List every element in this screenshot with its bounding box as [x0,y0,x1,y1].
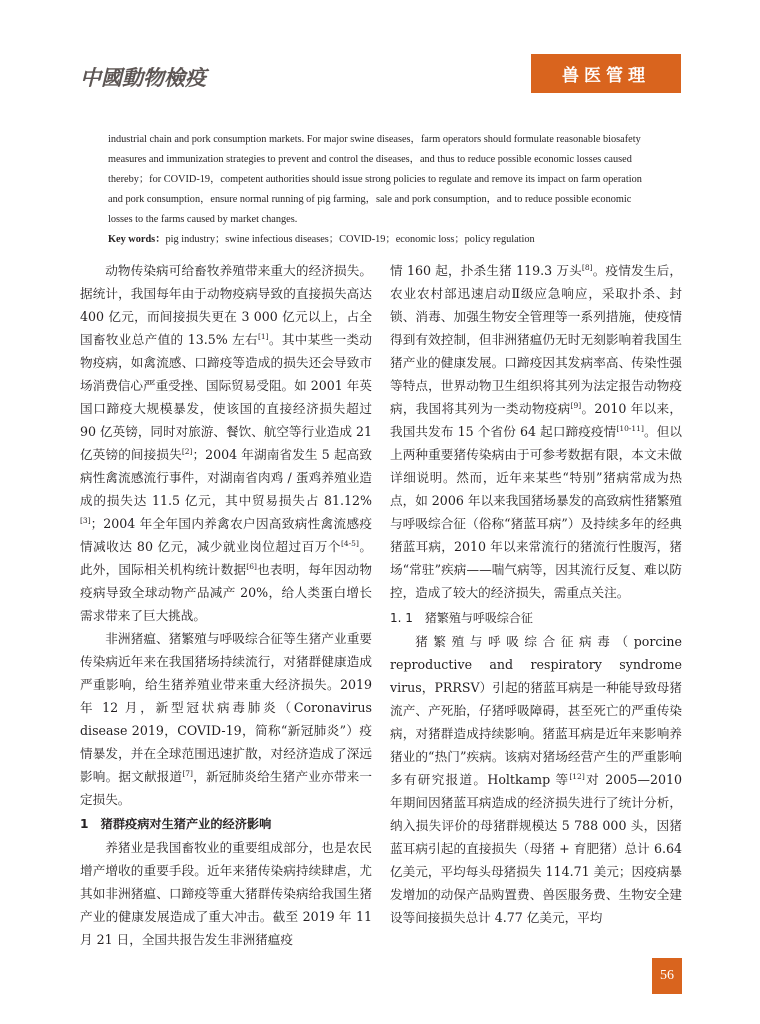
paragraph: 养猪业是我国畜牧业的重要组成部分，也是农民增产增收的重要手段。近年来猪传染病持续肆虐，尤其如非洲猪瘟、口蹄疫等重大猪群传染病给我国生猪产业的健康发展造成了重大冲击。截至 2019 年 11 月 21 日，全国共报告发生非洲猪瘟疫 [80,840,372,947]
text-run: 非洲猪瘟、猪繁殖与呼吸综合征等生猪产业重要传染病近年来在我国猪场持续流行，对猪群健康造成严重影响，给生猪养殖业带来重大经济损失。2019 年 12 月，新型冠状病毒肺炎（Coronavirus disease 2019，COVID-19，简称“新冠肺炎”）疫情暴发，并在全球范围迅速扩散，对经济造成了深远影响。据文献报道 [80,631,372,784]
citation: [2] [181,447,193,456]
citation: [6] [246,562,257,571]
left-column [80,259,372,951]
citation: [3] [80,516,91,525]
section-label: 兽医管理 [562,66,650,86]
keywords [108,230,656,250]
page-number [652,958,682,994]
text-run: 对 2005—2010 年期间因猪蓝耳病造成的经济损失进行了统计分析，纳入损失评价的母猪群规模达 5 788 000 头，因猪蓝耳病引起的直接损失（母猪 + 育肥猪）总计 6.64 亿美元，平均每头母猪损失 114.71 美元；因疫病暴发增加的动保产品购置费、兽医服务费、生物安全建设等间接损失总计 4.77 亿美元，平均 [390,772,682,925]
citation: [12] [569,772,585,781]
keywords-label: Key words： [108,234,166,245]
abstract [108,130,656,250]
section-tab [531,54,681,93]
section-heading: 1 猪群疫病对生猪产业的经济影响 [80,817,272,831]
citation: [9] [570,401,582,410]
paragraph [390,630,682,929]
text-run: 。疫情发生后，农业农村部迅速启动Ⅱ级应急响应，采取扑杀、封锁、消毒、加强生物安全管理等一系列措施，使疫情得到有效控制，但非洲猪瘟仍无时无刻影响着我国生猪产业的健康发展。口蹄疫因其发病率高、传染性强等特点，世界动物卫生组织将其列为法定报告动物疫病，我国将其列为一类动物疫病 [390,263,683,416]
page-number-label: 56 [660,968,674,983]
citation: [1] [257,332,269,341]
text-run: 猪繁殖与呼吸综合征病毒（porcine reproductive and respiratory syndrome virus，PRRSV）引起的猪蓝耳病是一种能导致母猪流产、产死胎，仔猪呼吸障碍，甚至死亡的严重传染病，对猪群造成持续影响。猪蓝耳病是近年来影响养猪业的“热门”疾病。该病对猪场经营产生的严重影响多有研究报道。Holtkamp 等 [390,634,682,787]
text-run: 。此外，国际相关机构统计数据 [80,539,372,577]
text-run: 也表明，每年因动物疫病导致全球动物产品减产 20%，给人类蛋白增长需求带来了巨大挑战。 [80,562,373,623]
text-run: 。2010 年以来，我国共发布 15 个省份 64 起口蹄疫疫情 [390,401,683,439]
text-run: 情 160 起，扑杀生猪 119.3 万头 [390,263,582,278]
citation: [10-11] [616,424,644,433]
citation: [8] [581,263,593,272]
keywords-list: pig industry；swine infectious diseases；COVID-19；economic loss；policy regulation [165,234,535,245]
subsection-heading: 1. 1 猪繁殖与呼吸综合征 [390,611,533,625]
citation: [7] [182,769,193,778]
text-run: 动物传染病可给畜牧养殖带来重大的经济损失。据统计，我国每年由于动物疫病导致的直接损失高达 400 亿元，而间接损失更在 3 000 亿元以上，占全国畜牧业总产值的 13.5% 左右 [80,263,372,347]
right-column [390,259,682,929]
text-run: ；2004 年全年国内养禽农户因高致病性禽流感疫情减收达 80 亿元，减少就业岗位超过百万个 [80,516,372,554]
paragraph [390,259,682,604]
text-run: ，新冠肺炎给生猪产业亦带来一定损失。 [80,769,373,807]
text-run: 。其中某些一类动物疫病，如禽流感、口蹄疫等造成的损失还会导致市场消费信心严重受挫、国际贸易受阻。如 2001 年英国口蹄疫大规模暴发，使该国的直接经济损失超过 90 亿英镑，同时对旅游、餐饮、航空等行业造成 21 亿英镑的间接损失 [80,332,373,462]
text-run: 。但以上两种重要猪传染病由于可参考数据有限，本文未做详细说明。然而，近年来某些“特别”猪病常成为热点，如 2006 年以来我国猪场暴发的高致病性猪繁殖与呼吸综合征（俗称“猪蓝耳病”）及持续多年的经典猪蓝耳病，2010 年以来常流行的猪流行性腹泻，猪场“常驻”疾病——喘气病等，因其流行反复、难以防控，造成了较大的经济损失，需重点关注。 [390,424,682,600]
citation: [4-5] [340,539,359,548]
paragraph [80,627,372,811]
text-run: ；2004 年湖南省发生 5 起高致病性禽流感流行事件，对湖南省肉鸡 / 蛋鸡养殖业造成的损失达 11.5 亿元，其中贸易损失占 81.12% [80,447,373,508]
abstract-text: industrial chain and pork consumption markets. For major swine diseases，farm operators should formulate reasonable biosafety measures and immunization strategies to prevent and control the diseases，and thus to reduce possible economic losses caused thereby；for COVID-19，competent authorities should issue strong policies to regulate and remove its impact on farm operation and pork consumption，ensure normal running of pig farming，sale and pork consumption，and to reduce possible economic losses to the farms caused by market changes. [108,134,642,225]
journal-logo: 中國動物檢疫 [80,65,206,90]
paragraph [80,259,372,627]
